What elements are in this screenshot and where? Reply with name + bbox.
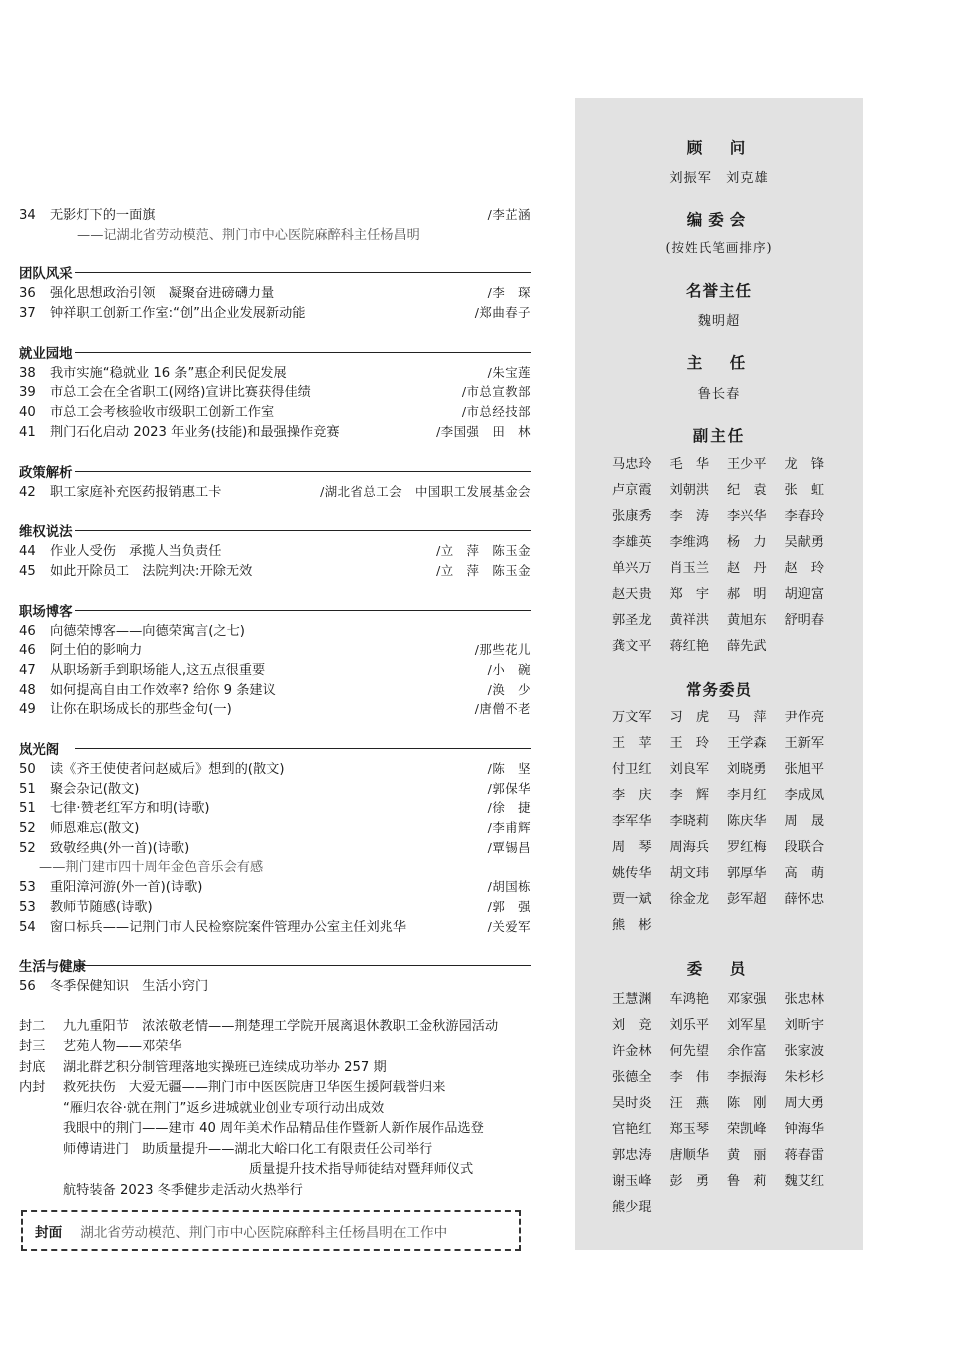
person-name: 李 涛 bbox=[669, 509, 710, 525]
article-author: /立 萍 陈玉金 bbox=[436, 543, 531, 559]
cover-page-entry bbox=[19, 1076, 531, 1097]
article-title: 教师节随感(诗歌) bbox=[50, 899, 153, 915]
section-header bbox=[19, 461, 531, 481]
director-name: 鲁长春 bbox=[697, 387, 741, 402]
deputy-grid bbox=[612, 450, 842, 657]
person-name: 黄祥洪 bbox=[669, 612, 710, 628]
person-name: 龙 锋 bbox=[784, 457, 825, 473]
page-number: 41 bbox=[19, 424, 36, 440]
members-title: 委 员 bbox=[686, 960, 752, 978]
person-name: 郑玉琴 bbox=[669, 1121, 710, 1137]
article-author: /朱宝莲 bbox=[487, 364, 531, 380]
cover-page-text: 湖北群艺积分制管理落地实操班已连续成功举办 257 期 bbox=[63, 1059, 387, 1075]
article-author: /郭 强 bbox=[487, 898, 531, 914]
person-name: 朱杉杉 bbox=[784, 1070, 825, 1086]
toc-entry[interactable] bbox=[19, 401, 531, 421]
section-rule bbox=[75, 965, 531, 966]
page-number: 52 bbox=[19, 840, 36, 856]
person-name: 郭忠涛 bbox=[612, 1147, 652, 1163]
toc-entry[interactable] bbox=[19, 837, 531, 857]
cover-page-entry bbox=[19, 1158, 531, 1179]
person-name: 熊 彬 bbox=[612, 917, 652, 933]
person-name: 汪 燕 bbox=[669, 1096, 710, 1111]
name-row bbox=[612, 781, 842, 807]
person-name: 罗红梅 bbox=[727, 839, 767, 855]
director-title: 主 任 bbox=[686, 354, 752, 372]
page-number: 52 bbox=[19, 821, 36, 837]
page-number: 39 bbox=[19, 385, 36, 401]
page-number: 40 bbox=[19, 405, 36, 421]
article-author: /市总宣教部 bbox=[461, 384, 531, 400]
name-row bbox=[612, 1192, 842, 1218]
article-title: 让你在职场成长的那些金句(一) bbox=[50, 702, 232, 718]
article-title: 市总工会考核验收市级职工创新工作室 bbox=[50, 405, 275, 421]
person-name: 王慧渊 bbox=[612, 992, 652, 1008]
person-name: 李晓莉 bbox=[669, 814, 710, 829]
advisors-names: 刘振军 刘克雄 bbox=[669, 171, 769, 186]
page-number: 45 bbox=[19, 563, 36, 579]
section-header bbox=[19, 342, 531, 362]
person-name: 荣凯峰 bbox=[727, 1121, 767, 1137]
person-name: 张 虹 bbox=[784, 483, 825, 499]
cover-caption bbox=[21, 1210, 521, 1251]
cover-page-entry bbox=[19, 1117, 531, 1138]
article-title: 市总工会在全省职工(网络)宣讲比赛获得佳绩 bbox=[50, 385, 311, 401]
person-name: 刘乐平 bbox=[669, 1018, 710, 1034]
article-title: 聚会杂记(散文) bbox=[50, 781, 140, 797]
section-title: 就业园地 bbox=[19, 346, 73, 362]
article-title: 师恩难忘(散文) bbox=[50, 821, 140, 837]
name-row bbox=[612, 858, 842, 884]
article-author: /郑曲春子 bbox=[474, 305, 531, 321]
person-name: 刘军星 bbox=[727, 1018, 767, 1034]
person-name: 彭军超 bbox=[727, 891, 767, 907]
person-name: 赵天贵 bbox=[612, 586, 652, 602]
name-row bbox=[612, 884, 842, 910]
section-title: 生活与健康 bbox=[19, 960, 86, 976]
person-name: 黄旭东 bbox=[727, 612, 767, 628]
name-row bbox=[612, 729, 842, 755]
article-title: 职工家庭补充医药报销惠工卡 bbox=[50, 484, 222, 500]
name-row bbox=[612, 605, 842, 631]
person-name: 邓家强 bbox=[727, 992, 767, 1008]
person-name: 陈庆华 bbox=[727, 814, 767, 829]
person-name: 万文军 bbox=[612, 710, 652, 726]
name-row bbox=[612, 554, 842, 580]
person-name: 舒明春 bbox=[784, 612, 825, 628]
cover-page-text: 九九重阳节 浓浓敬老情——荆楚理工学院开展离退休教职工金秋游园活动 bbox=[63, 1018, 499, 1034]
members-grid bbox=[612, 985, 842, 1218]
article-author: /徐 捷 bbox=[487, 800, 531, 816]
section-title: 岚光阁 bbox=[19, 743, 60, 758]
article-subtitle: ——荆门建市四十周年金色音乐会有感 bbox=[39, 860, 264, 876]
article-title: 强化思想政治引领 凝聚奋进磅礴力量 bbox=[50, 286, 275, 302]
person-name: 肖玉兰 bbox=[669, 561, 710, 576]
page-number: 34 bbox=[19, 208, 36, 223]
article-subtitle: ——记湖北省劳动模范、荆门市中心医院麻醉科主任杨昌明 bbox=[77, 227, 420, 243]
toc-entry[interactable] bbox=[19, 659, 531, 679]
article-title: 从职场新手到职场能人,这五点很重要 bbox=[50, 662, 266, 678]
person-name: 单兴万 bbox=[612, 561, 652, 576]
section-header bbox=[19, 262, 531, 282]
person-name: 张德全 bbox=[612, 1070, 652, 1086]
person-name: 李维鸿 bbox=[669, 535, 710, 551]
article-title: 如此开除员工 法院判决:开除无效 bbox=[50, 563, 253, 579]
deputy-title: 副主任 bbox=[692, 427, 746, 445]
person-name: 郭厚华 bbox=[727, 865, 767, 881]
person-name: 李 辉 bbox=[669, 788, 710, 804]
person-name: 王 苹 bbox=[612, 736, 652, 752]
person-name: 贾一斌 bbox=[612, 891, 652, 907]
table-of-contents bbox=[19, 204, 531, 1199]
honorary-name: 魏明超 bbox=[697, 314, 741, 329]
name-row bbox=[612, 1114, 842, 1140]
person-name: 王新军 bbox=[784, 736, 825, 752]
article-author: /陈 坚 bbox=[487, 761, 531, 776]
person-name: 王少平 bbox=[727, 457, 767, 473]
cover-page-text: “雁归农谷·就在荆门”返乡进城就业创业专项行动出成效 bbox=[63, 1100, 385, 1116]
toc-entry[interactable] bbox=[19, 560, 531, 580]
section-rule bbox=[75, 530, 531, 531]
person-name: 郭圣龙 bbox=[612, 612, 652, 628]
person-name: 习 虎 bbox=[669, 710, 710, 726]
name-row bbox=[612, 502, 842, 528]
person-name: 周海兵 bbox=[669, 839, 710, 855]
person-name: 周 琴 bbox=[612, 839, 652, 855]
person-name: 李军华 bbox=[612, 814, 652, 829]
section-title: 职场博客 bbox=[19, 604, 73, 620]
person-name: 赵 丹 bbox=[727, 561, 767, 576]
article-author: /胡国栋 bbox=[487, 879, 531, 895]
cover-page-label: 内封 bbox=[19, 1080, 46, 1096]
article-author: /立 萍 陈玉金 bbox=[436, 562, 531, 578]
name-row bbox=[612, 755, 842, 781]
person-name: 钟海华 bbox=[784, 1121, 825, 1137]
toc-entry[interactable] bbox=[19, 817, 531, 837]
cover-page-text: 航特装备 2023 冬季健步走活动火热举行 bbox=[63, 1182, 303, 1198]
name-row bbox=[612, 450, 842, 476]
article-author: /覃锡昌 bbox=[487, 839, 531, 855]
person-name: 吴时炎 bbox=[612, 1096, 652, 1111]
person-name: 马 萍 bbox=[727, 710, 767, 726]
person-name: 许金林 bbox=[612, 1044, 652, 1060]
person-name: 魏艾红 bbox=[784, 1173, 825, 1189]
article-author: /涣 少 bbox=[487, 681, 531, 697]
person-name: 刘昕宇 bbox=[784, 1018, 825, 1034]
cover-page-entry bbox=[19, 1097, 531, 1118]
cover-page-text: 质量提升技术指导师徒结对暨拜师仪式 bbox=[249, 1162, 474, 1178]
person-name: 李春玲 bbox=[784, 509, 825, 525]
person-name: 张康秀 bbox=[612, 509, 652, 525]
person-name: 马忠玲 bbox=[612, 457, 652, 473]
person-name: 张忠林 bbox=[784, 992, 825, 1008]
person-name: 王学森 bbox=[727, 736, 767, 752]
toc-entry[interactable] bbox=[19, 204, 531, 224]
article-title: 无影灯下的一面旗 bbox=[50, 208, 156, 223]
name-row bbox=[612, 1140, 842, 1166]
person-name: 刘朝洪 bbox=[669, 483, 710, 499]
person-name: 赵 玲 bbox=[784, 561, 825, 576]
person-name: 黄 丽 bbox=[727, 1147, 767, 1163]
name-row bbox=[612, 579, 842, 605]
page-number: 54 bbox=[19, 919, 36, 935]
name-row bbox=[612, 476, 842, 502]
toc-entry[interactable] bbox=[19, 975, 531, 995]
name-row bbox=[612, 1166, 842, 1192]
person-name: 薛先武 bbox=[727, 638, 767, 654]
page-number: 49 bbox=[19, 702, 36, 718]
person-name: 陈 刚 bbox=[727, 1096, 767, 1111]
person-name: 蒋春雷 bbox=[784, 1147, 825, 1163]
cover-page-label: 封三 bbox=[19, 1039, 46, 1055]
section-rule bbox=[75, 748, 531, 749]
person-name: 刘 竞 bbox=[612, 1018, 652, 1034]
person-name: 李 伟 bbox=[669, 1070, 710, 1086]
article-title: 如何提高自由工作效率? 给你 9 条建议 bbox=[50, 682, 276, 698]
toc-entry[interactable] bbox=[19, 302, 531, 322]
person-name: 何先望 bbox=[669, 1044, 710, 1060]
person-name: 周大勇 bbox=[784, 1096, 825, 1111]
article-title: 读《齐王使使者问赵威后》想到的(散文) bbox=[50, 762, 285, 777]
person-name: 卢京霞 bbox=[612, 483, 652, 499]
person-name: 杨 力 bbox=[727, 535, 767, 551]
cover-page-entry bbox=[19, 1015, 531, 1036]
name-row bbox=[612, 703, 842, 729]
name-row bbox=[612, 985, 842, 1011]
section-header bbox=[19, 520, 531, 540]
section-header bbox=[19, 600, 531, 620]
article-title: 致敬经典(外一首)(诗歌) bbox=[50, 840, 190, 856]
person-name: 李 庆 bbox=[612, 788, 652, 804]
person-name: 段联合 bbox=[784, 839, 825, 855]
person-name: 李雄英 bbox=[612, 535, 652, 551]
article-author: /唐僧不老 bbox=[474, 701, 531, 717]
name-row bbox=[612, 1063, 842, 1089]
name-row bbox=[612, 1089, 842, 1115]
article-author: /那些花儿 bbox=[474, 642, 531, 658]
person-name: 谢玉峰 bbox=[612, 1173, 652, 1189]
person-name: 刘晓勇 bbox=[727, 762, 767, 778]
person-name: 郑 宇 bbox=[669, 586, 710, 602]
toc-entry[interactable] bbox=[19, 916, 531, 936]
section-rule bbox=[75, 272, 531, 273]
page-number: 47 bbox=[19, 662, 36, 678]
person-name: 李成凤 bbox=[784, 788, 825, 804]
page-number: 51 bbox=[19, 781, 36, 797]
standing-grid bbox=[612, 703, 842, 936]
page-number: 36 bbox=[19, 286, 36, 302]
page-number: 48 bbox=[19, 682, 36, 698]
page-number: 44 bbox=[19, 544, 36, 560]
section-rule bbox=[75, 352, 531, 353]
person-name: 周 晟 bbox=[784, 814, 825, 829]
cover-page-entry bbox=[19, 1035, 531, 1056]
cover-pages-list bbox=[19, 1015, 531, 1200]
article-author: /小 碗 bbox=[487, 661, 531, 677]
person-name: 徐金龙 bbox=[669, 891, 710, 907]
article-author: /关爱军 bbox=[487, 918, 531, 934]
person-name: 李振海 bbox=[727, 1070, 767, 1086]
page-number: 46 bbox=[19, 643, 36, 659]
toc-entry[interactable] bbox=[19, 639, 531, 659]
page-number: 37 bbox=[19, 306, 36, 322]
article-author: /李甫辉 bbox=[487, 820, 531, 836]
name-row bbox=[612, 910, 842, 936]
board-note: (按姓氏笔画排序) bbox=[665, 240, 773, 255]
toc-entry[interactable] bbox=[19, 540, 531, 560]
cover-page-text: 师傅请进门 助质量提升——湖北大峪口化工有限责任公司举行 bbox=[63, 1141, 433, 1157]
toc-entry[interactable] bbox=[19, 797, 531, 817]
toc-entry[interactable] bbox=[19, 362, 531, 382]
advisors-title: 顾 问 bbox=[686, 139, 752, 157]
cover-page-text: 艺苑人物——邓荣华 bbox=[63, 1039, 182, 1055]
person-name: 余作富 bbox=[727, 1044, 767, 1060]
page-number: 46 bbox=[19, 623, 36, 639]
article-author: /市总经技部 bbox=[461, 404, 531, 420]
toc-entry[interactable] bbox=[19, 481, 531, 501]
article-title: 作业人受伤 承揽人当负责任 bbox=[50, 544, 222, 560]
name-row bbox=[612, 631, 842, 657]
toc-entry[interactable] bbox=[19, 421, 531, 441]
person-name: 郝 明 bbox=[727, 586, 767, 602]
cover-page-entry bbox=[19, 1056, 531, 1077]
page-number: 51 bbox=[19, 801, 36, 817]
toc-entry[interactable] bbox=[19, 679, 531, 699]
toc-entry[interactable] bbox=[19, 282, 531, 302]
person-name: 姚传华 bbox=[612, 865, 652, 881]
name-row bbox=[612, 832, 842, 858]
article-title: 荆门石化启动 2023 年业务(技能)和最强操作竞赛 bbox=[50, 424, 340, 440]
section-rule bbox=[75, 471, 531, 472]
section-title: 政策解析 bbox=[19, 465, 73, 481]
person-name: 毛 华 bbox=[669, 457, 710, 473]
section-header bbox=[19, 738, 531, 758]
person-name: 官艳红 bbox=[612, 1121, 652, 1137]
article-title: 我市实施“稳就业 16 条”惠企利民促发展 bbox=[50, 365, 287, 381]
person-name: 李兴华 bbox=[727, 509, 767, 525]
person-name: 纪 袁 bbox=[727, 483, 767, 499]
toc-entry[interactable] bbox=[19, 778, 531, 798]
name-row bbox=[612, 1037, 842, 1063]
name-row bbox=[612, 528, 842, 554]
article-author: /李 琛 bbox=[487, 285, 531, 301]
person-name: 唐顺华 bbox=[669, 1147, 710, 1163]
person-name: 张旭平 bbox=[784, 762, 825, 778]
article-author: /李国强 田 林 bbox=[436, 423, 531, 439]
cover-label: 封面 bbox=[35, 1224, 63, 1241]
article-title: 钟祥职工创新工作室:“创”出企业发展新动能 bbox=[50, 306, 306, 322]
section-title: 维权说法 bbox=[19, 525, 73, 541]
page-number: 53 bbox=[19, 899, 36, 915]
person-name: 鲁 莉 bbox=[727, 1173, 767, 1189]
article-author: /湖北省总工会 中国职工发展基金会 bbox=[320, 483, 531, 499]
page-number: 50 bbox=[19, 762, 36, 777]
person-name: 熊少琨 bbox=[612, 1199, 652, 1215]
toc-entry[interactable] bbox=[19, 896, 531, 916]
toc-entry[interactable] bbox=[19, 620, 531, 640]
article-author: /郭保华 bbox=[487, 780, 531, 796]
honorary-title: 名誉主任 bbox=[685, 282, 752, 300]
article-title: 七律·赞老红军方和明(诗歌) bbox=[50, 801, 210, 817]
person-name: 吴献勇 bbox=[784, 535, 825, 551]
toc-entry[interactable] bbox=[19, 698, 531, 718]
person-name: 尹作亮 bbox=[784, 710, 825, 726]
name-row bbox=[612, 807, 842, 833]
page-number: 56 bbox=[19, 979, 36, 995]
article-title: 阿土伯的影响力 bbox=[50, 643, 143, 659]
person-name: 胡迎富 bbox=[784, 586, 825, 602]
person-name: 刘良军 bbox=[669, 762, 710, 778]
toc-entry[interactable] bbox=[19, 381, 531, 401]
person-name: 薛怀忠 bbox=[784, 891, 825, 907]
article-title: 重阳漳河游(外一首)(诗歌) bbox=[50, 880, 203, 896]
cover-page-text: 救死扶伤 大爱无疆——荆门市中医医院唐卫华医生援阿载誉归来 bbox=[63, 1080, 446, 1096]
person-name: 胡文玮 bbox=[669, 865, 710, 881]
section-rule bbox=[75, 610, 531, 611]
page-number: 38 bbox=[19, 365, 36, 381]
person-name: 车鸿艳 bbox=[669, 992, 710, 1008]
article-author: /李芷涵 bbox=[487, 207, 531, 222]
article-title: 向德荣博客——向德荣寓言(之七) bbox=[50, 623, 245, 639]
person-name: 蒋红艳 bbox=[669, 638, 710, 654]
person-name: 王 玲 bbox=[669, 736, 710, 752]
cover-page-text: 我眼中的荆门——建市 40 周年美术作品精品佳作暨新人新作展作品选登 bbox=[63, 1121, 484, 1137]
cover-page-label: 封二 bbox=[19, 1018, 46, 1034]
board-title: 编委会 bbox=[686, 211, 752, 229]
person-name: 龚文平 bbox=[612, 638, 652, 654]
person-name: 彭 勇 bbox=[669, 1173, 710, 1189]
masthead-panel bbox=[575, 98, 863, 1250]
standing-title: 常务委员 bbox=[685, 681, 752, 699]
toc-entry[interactable] bbox=[19, 758, 531, 778]
person-name: 李月红 bbox=[727, 788, 767, 804]
section-header bbox=[19, 955, 531, 975]
cover-text: 湖北省劳动模范、荆门市中心医院麻醉科主任杨昌明在工作中 bbox=[80, 1224, 448, 1241]
person-name: 高 萌 bbox=[784, 865, 825, 881]
cover-page-entry bbox=[19, 1138, 531, 1159]
article-title: 窗口标兵——记荆门市人民检察院案件管理办公室主任刘兆华 bbox=[50, 919, 407, 935]
article-title: 冬季保健知识 生活小窍门 bbox=[50, 979, 209, 995]
name-row bbox=[612, 1011, 842, 1037]
section-title: 团队风采 bbox=[19, 267, 73, 283]
person-name: 付卫红 bbox=[612, 762, 652, 778]
toc-entry[interactable] bbox=[19, 876, 531, 896]
page-number: 42 bbox=[19, 484, 36, 500]
cover-page-label: 封底 bbox=[19, 1059, 46, 1075]
page-number: 53 bbox=[19, 880, 36, 896]
cover-page-entry bbox=[19, 1179, 531, 1200]
person-name: 张家波 bbox=[784, 1044, 825, 1060]
